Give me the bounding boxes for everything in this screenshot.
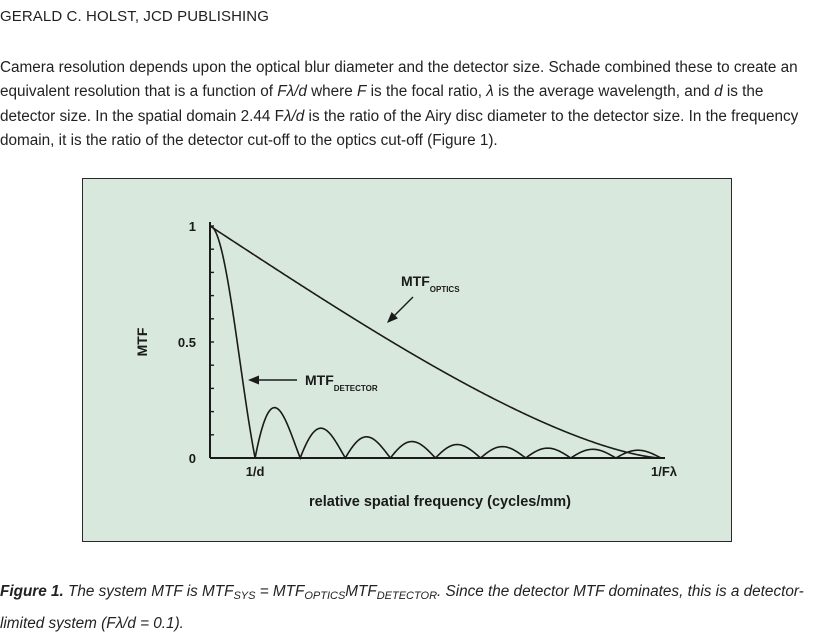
y-tick-label: 0 [188,451,196,466]
caption-text: MTF [345,583,377,600]
intro-var: F [357,83,367,101]
intro-text: is the average wavelength, and [493,83,715,101]
detector-curve [210,226,661,458]
mtf-chart [83,179,731,541]
caption-text: = MTF [255,583,305,600]
optics-label-main: MTF [401,273,430,289]
caption-sub: OPTICS [304,590,346,602]
y-tick-label: 1 [188,219,196,234]
detector-label [305,372,378,393]
intro-text: is the detector size. In the spatial domain 2.44 F [0,83,764,125]
intro-var: d [714,83,723,101]
caption-text: The system MTF is MTF [63,583,234,600]
intro-text: where [306,83,358,101]
byline: GERALD C. HOLST, JCD PUBLISHING [0,8,269,25]
y-axis-label: MTF [134,327,150,357]
caption-sub: DETECTOR [376,590,438,602]
optics-curve [210,226,661,458]
caption-sub: SYS [233,590,256,602]
caption-text: . Since the detector MTF dominates, this is a detector-limited system (Fλ/d = 0.1). [0,583,804,632]
figure-caption [0,578,816,638]
detector-arrow-head [248,376,259,385]
intro-text: Camera resolution depends upon the optical blur diameter and the detector size. Schade combined these to create an equivalent resolution that is a function of [0,59,798,101]
y-tick-label: 0.5 [177,335,196,350]
intro-paragraph [0,56,816,154]
optics-label [401,273,460,294]
x-tick-label: 1/Fλ [650,464,678,479]
intro-text: is the focal ratio, [366,83,487,101]
intro-var: λ/d [284,107,305,125]
x-axis-label: relative spatial frequency (cycles/mm) [309,494,571,510]
caption-label: Figure 1. [0,583,64,600]
optics-label-sub: OPTICS [429,285,460,294]
intro-var: λ [486,83,494,101]
x-tick-label: 1/d [245,464,265,479]
figure-1 [82,178,732,542]
detector-label-main: MTF [305,372,334,388]
detector-label-sub: DETECTOR [333,384,378,393]
intro-var: Fλ/d [277,83,307,101]
intro-text: is the ratio of the Airy disc diameter to the detector size. In the frequency domain, it is the ratio of the detector cut-off to the optics cut-off (Figure 1). [0,107,799,150]
